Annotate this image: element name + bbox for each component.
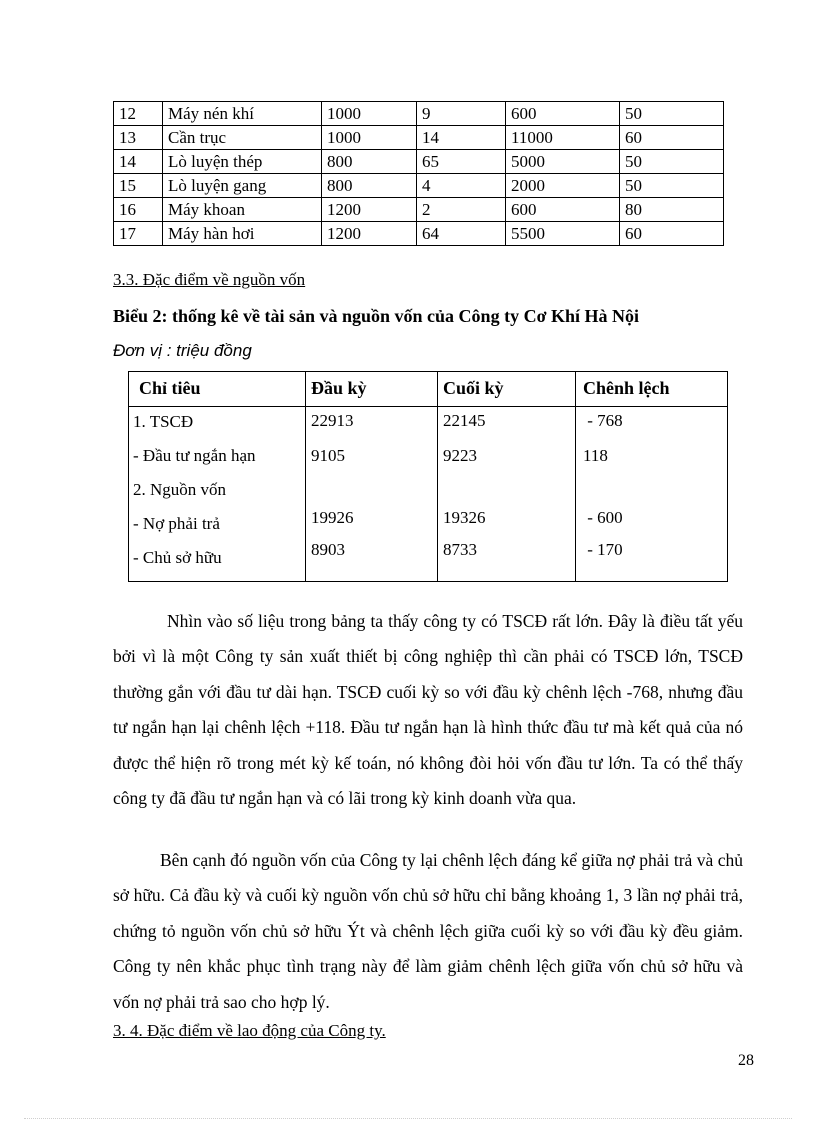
cell-value-a: 1000 — [322, 126, 417, 150]
row-end: 19326 — [443, 508, 486, 527]
cell-value-a: 800 — [322, 174, 417, 198]
table-row — [114, 102, 724, 126]
cell-value-c: 5000 — [506, 150, 620, 174]
cell-value-b: 65 — [417, 150, 506, 174]
row-label: - Nợ phải trả — [133, 514, 220, 533]
table-row — [114, 126, 724, 150]
row-label: 1. TSCĐ — [133, 412, 194, 431]
row-diff: - 170 — [583, 540, 623, 559]
cell-equipment-name: Cần trục — [163, 126, 322, 150]
row-start: 8903 — [311, 540, 345, 559]
cell-equipment-name: Lò luyện gang — [163, 174, 322, 198]
equipment-table — [113, 101, 724, 246]
unit-note: Đơn vị : triệu đồng — [113, 341, 252, 360]
row-end: 22145 — [443, 411, 486, 430]
cell-value-c: 600 — [506, 198, 620, 222]
cell-index: 14 — [114, 150, 163, 174]
header-indicator: Chỉ tiêu — [139, 378, 201, 398]
cell-value-c: 11000 — [506, 126, 620, 150]
cell-value-b: 2 — [417, 198, 506, 222]
cell-equipment-name: Máy khoan — [163, 198, 322, 222]
row-diff: 118 — [583, 446, 608, 465]
header-end-period: Cuối kỳ — [443, 378, 504, 398]
cell-equipment-name: Máy nén khí — [163, 102, 322, 126]
paragraph-analysis-assets: Nhìn vào số liệu trong bảng ta thấy công ty có TSCĐ rất lớn. Đây là điều tất yếu bởi vì là một Công ty sản xuất thiết bị công nghiệp thì cần phải có TSCĐ lớn, TSCĐ thường gắn với đầu tư dài hạn. TSCĐ cuối kỳ so với đầu kỳ chênh lệch -768, nhưng đầu tư ngắn hạn lại chênh lệch +118. Đầu tư ngắn hạn là hình thức đầu tư mà kết quả của nó được thể hiện rõ trong mét kỳ kế toán, nó không đòi hỏi vốn đầu tư lớn. Ta có thể thấy công ty đã đầu tư ngắn hạn và có lãi trong kỳ kinh doanh vừa qua. — [113, 611, 743, 809]
cell-value-d: 60 — [620, 222, 724, 246]
cell-value-b: 64 — [417, 222, 506, 246]
row-label: - Chủ sở hữu — [133, 548, 222, 567]
cell-index: 12 — [114, 102, 163, 126]
cell-value-c: 2000 — [506, 174, 620, 198]
row-label: 2. Nguồn vốn — [133, 480, 227, 499]
row-end: 9223 — [443, 446, 477, 465]
cell-equipment-name: Lò luyện thép — [163, 150, 322, 174]
row-diff: - 600 — [583, 508, 623, 527]
row-end: 8733 — [443, 540, 477, 559]
row-diff: - 768 — [583, 411, 623, 430]
cell-value-d: 60 — [620, 126, 724, 150]
row-label: - Đầu tư ngắn hạn — [133, 446, 256, 465]
assets-capital-table — [128, 371, 728, 582]
header-divider — [129, 406, 727, 407]
table-row — [114, 174, 724, 198]
cell-index: 13 — [114, 126, 163, 150]
table-row — [114, 198, 724, 222]
row-start: 22913 — [311, 411, 354, 430]
header-difference: Chênh lệch — [583, 378, 670, 398]
cell-value-a: 800 — [322, 150, 417, 174]
page-bottom-border — [24, 1118, 792, 1119]
cell-value-d: 50 — [620, 174, 724, 198]
cell-value-b: 9 — [417, 102, 506, 126]
cell-value-d: 50 — [620, 102, 724, 126]
cell-index: 15 — [114, 174, 163, 198]
cell-value-b: 4 — [417, 174, 506, 198]
cell-value-a: 1200 — [322, 222, 417, 246]
cell-value-a: 1200 — [322, 198, 417, 222]
cell-index: 17 — [114, 222, 163, 246]
header-start-period: Đầu kỳ — [311, 378, 367, 398]
section-3-3-heading: 3.3. Đặc điểm về nguồn vốn — [113, 270, 306, 289]
row-start: 9105 — [311, 446, 345, 465]
cell-index: 16 — [114, 198, 163, 222]
table-2-caption: Biểu 2: thống kê về tài sản và nguồn vốn của Công ty Cơ Khí Hà Nội — [113, 306, 640, 326]
page-number: 28 — [738, 1052, 754, 1069]
cell-equipment-name: Máy hàn hơi — [163, 222, 322, 246]
row-start: 19926 — [311, 508, 354, 527]
cell-value-d: 50 — [620, 150, 724, 174]
table-row — [114, 150, 724, 174]
cell-value-c: 600 — [506, 102, 620, 126]
paragraph-analysis-capital: Bên cạnh đó nguồn vốn của Công ty lại chênh lệch đáng kể giữa nợ phải trả và chủ sở hữu. Cả đầu kỳ và cuối kỳ nguồn vốn chủ sở hữu chỉ bằng khoảng 1, 3 lần nợ phải trả, chứng tỏ nguồn vốn chủ sở hữu Ýt và chênh lệch giữa cuối kỳ so với đầu kỳ đều giảm. Công ty nên khắc phục tình trạng này để làm giảm chênh lệch giữa vốn chủ sở hữu và vốn nợ phải trả sao cho hợp lý. — [113, 850, 743, 1012]
table-row — [114, 222, 724, 246]
cell-value-a: 1000 — [322, 102, 417, 126]
section-3-4-heading: 3. 4. Đặc điểm về lao động của Công ty. — [113, 1021, 386, 1040]
cell-value-c: 5500 — [506, 222, 620, 246]
cell-value-d: 80 — [620, 198, 724, 222]
cell-value-b: 14 — [417, 126, 506, 150]
